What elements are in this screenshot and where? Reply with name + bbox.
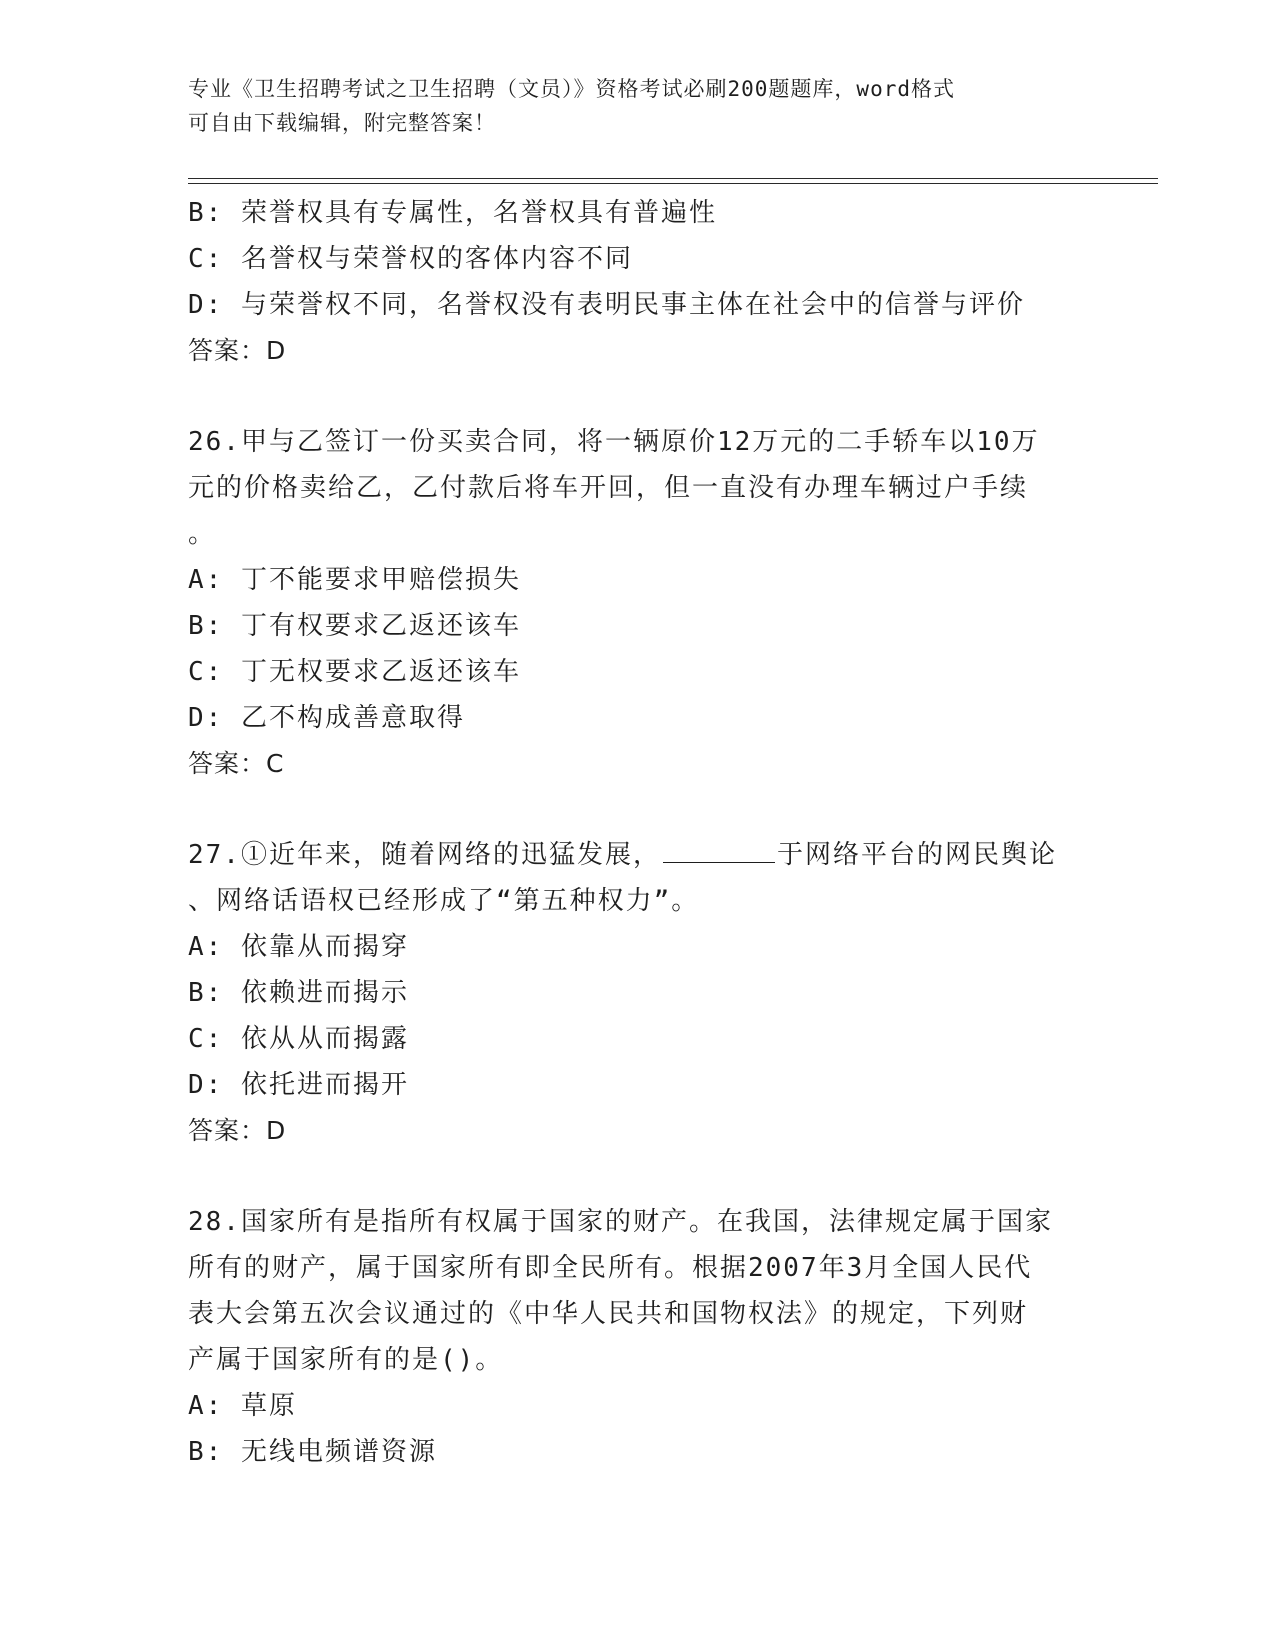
stem-text-before-blank: 27.①近年来，随着网络的迅猛发展， xyxy=(188,840,661,870)
option-a: A: 草原 xyxy=(188,1391,297,1421)
question-stem-line xyxy=(188,832,1088,878)
question-stem-line: 所有的财产，属于国家所有即全民所有。根据2007年3月全国人民代 xyxy=(188,1253,1033,1283)
question-27 xyxy=(188,832,1088,1154)
answer-line: 答案：C xyxy=(188,749,285,778)
header-title-line-2: 可自由下载编辑，附完整答案！ xyxy=(188,111,496,135)
option-d: D: 乙不构成善意取得 xyxy=(188,703,465,733)
stem-text-after-blank: 于网络平台的网民舆论 xyxy=(776,840,1057,870)
option-c: C: 依从从而揭露 xyxy=(188,1024,409,1054)
question-28 xyxy=(188,1199,1088,1475)
option-d: D: 依托进而揭开 xyxy=(188,1070,409,1100)
option-c: C: 名誉权与荣誉权的客体内容不同 xyxy=(188,244,633,274)
option-b: B: 荣誉权具有专属性，名誉权具有普遍性 xyxy=(188,198,717,228)
spacer xyxy=(188,1154,1088,1199)
question-stem-line: 、网络话语权已经形成了“第五种权力”。 xyxy=(188,886,700,916)
header-divider-top xyxy=(188,178,1158,179)
option-b: B: 丁有权要求乙返还该车 xyxy=(188,611,521,641)
spacer xyxy=(188,787,1088,832)
answer-line: 答案：D xyxy=(188,1116,287,1145)
option-a: A: 依靠从而揭穿 xyxy=(188,932,409,962)
question-26 xyxy=(188,419,1088,787)
question-stem-line: 产属于国家所有的是()。 xyxy=(188,1345,504,1375)
spacer xyxy=(188,374,1088,419)
fill-in-blank xyxy=(663,836,775,863)
option-a: A: 丁不能要求甲赔偿损失 xyxy=(188,565,521,595)
document-header xyxy=(188,72,1068,140)
option-b: B: 无线电频谱资源 xyxy=(188,1437,437,1467)
option-d: D: 与荣誉权不同，名誉权没有表明民事主体在社会中的信誉与评价 xyxy=(188,290,1025,320)
question-stem-line: 元的价格卖给乙，乙付款后将车开回，但一直没有办理车辆过户手续 xyxy=(188,473,1029,503)
option-c: C: 丁无权要求乙返还该车 xyxy=(188,657,521,687)
question-25-tail xyxy=(188,190,1088,374)
question-stem-line: 26.甲与乙签订一份买卖合同，将一辆原价12万元的二手轿车以10万 xyxy=(188,427,1040,457)
header-divider-bottom xyxy=(188,183,1158,184)
option-b: B: 依赖进而揭示 xyxy=(188,978,409,1008)
question-stem-line: 表大会第五次会议通过的《中华人民共和国物权法》的规定，下列财 xyxy=(188,1299,1029,1329)
question-stem-line: 28.国家所有是指所有权属于国家的财产。在我国，法律规定属于国家 xyxy=(188,1207,1053,1237)
header-title-line-1: 专业《卫生招聘考试之卫生招聘（文员）》资格考试必刷200题题库，word格式 xyxy=(188,77,955,101)
question-content xyxy=(188,190,1088,1475)
answer-line: 答案：D xyxy=(188,336,287,365)
question-stem-line: 。 xyxy=(188,519,217,549)
